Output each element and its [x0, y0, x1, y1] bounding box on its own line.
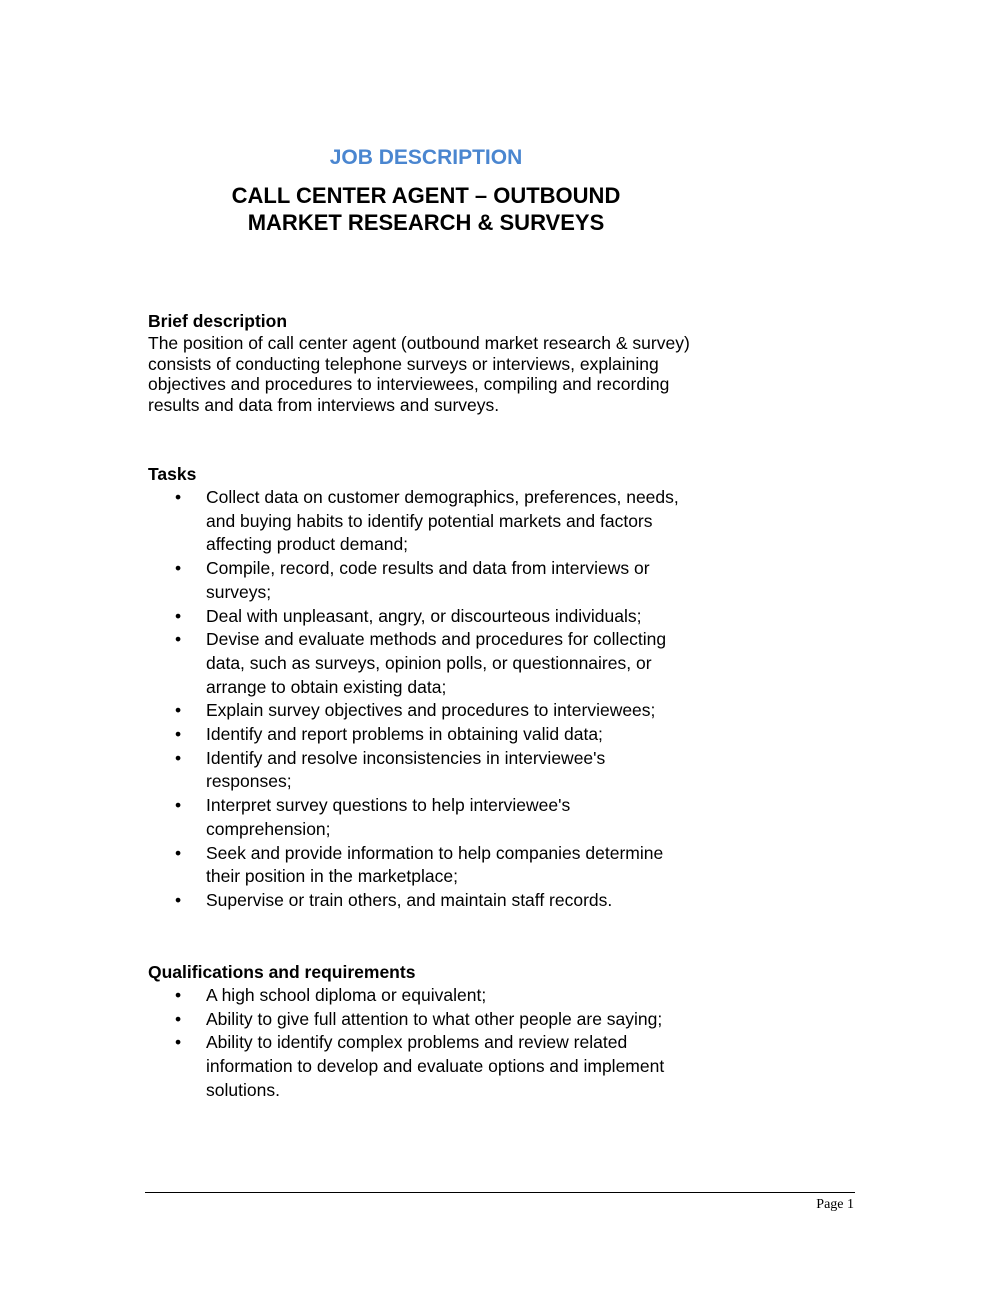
list-item-text: affecting product demand; — [206, 534, 409, 555]
qualification-item — [148, 984, 748, 1008]
brief-description-heading: Brief description — [148, 311, 288, 331]
task-item — [148, 794, 748, 841]
bullet-icon: • — [175, 700, 182, 721]
list-item-text: and buying habits to identify potential markets and factors — [206, 510, 653, 531]
list-item-text: Seek and provide information to help companies determine — [206, 842, 664, 863]
list-item-text: Devise and evaluate methods and procedures for collecting — [206, 629, 667, 650]
bullet-icon: • — [175, 558, 182, 579]
list-item-text: information to develop and evaluate options and implement — [206, 1056, 665, 1077]
list-item-text: Deal with unpleasant, angry, or discourteous individuals; — [206, 605, 642, 626]
list-item-text: Identify and report problems in obtaining valid data; — [206, 724, 603, 745]
bullet-icon: • — [175, 724, 182, 745]
list-item-text: surveys; — [206, 581, 272, 602]
list-item-text: Interpret survey questions to help interviewee's — [206, 795, 571, 816]
bullet-icon: • — [175, 605, 182, 626]
brief-line: results and data from interviews and surveys. — [148, 394, 500, 415]
bullet-icon: • — [175, 795, 182, 816]
title-line-1: CALL CENTER AGENT – OUTBOUND — [231, 183, 621, 208]
task-item — [148, 628, 748, 699]
list-item-text: arrange to obtain existing data; — [206, 676, 447, 697]
list-item-text: comprehension; — [206, 818, 331, 839]
list-item-text: responses; — [206, 771, 292, 792]
page-number: Page 1 — [816, 1197, 854, 1212]
bullet-icon: • — [175, 1032, 182, 1053]
list-item-text: Ability to identify complex problems and review related — [206, 1032, 628, 1053]
brief-description-text — [148, 333, 748, 415]
bullet-icon: • — [175, 747, 182, 768]
task-item — [148, 557, 748, 604]
list-item-text: solutions. — [206, 1079, 280, 1100]
list-item-text: Identify and resolve inconsistencies in interviewee's — [206, 747, 606, 768]
bullet-icon: • — [175, 889, 182, 910]
bullet-icon: • — [175, 842, 182, 863]
task-item — [148, 486, 748, 557]
footer-divider — [145, 1192, 855, 1193]
qualifications-heading: Qualifications and requirements — [148, 962, 416, 982]
bullet-icon: • — [175, 985, 182, 1005]
task-item — [148, 747, 748, 794]
tasks-list — [148, 486, 748, 913]
task-item — [148, 699, 748, 723]
list-item-text: data, such as surveys, opinion polls, or questionnaires, or — [206, 652, 652, 673]
list-item-text: their position in the marketplace; — [206, 866, 458, 887]
document-label: JOB DESCRIPTION — [329, 146, 523, 169]
qualification-item — [148, 1031, 748, 1102]
brief-line: objectives and procedures to interviewees, compiling and recording — [148, 374, 670, 395]
list-item-text: Compile, record, code results and data from interviews or — [206, 558, 650, 579]
tasks-section — [148, 462, 748, 913]
task-item — [148, 889, 748, 913]
bullet-icon: • — [175, 629, 182, 650]
brief-description-section — [148, 309, 748, 415]
brief-line: The position of call center agent (outbound market research & survey) — [148, 333, 690, 353]
title-line-2: MARKET RESEARCH & SURVEYS — [247, 210, 605, 235]
list-item-text: Explain survey objectives and procedures to interviewees; — [206, 700, 656, 721]
qualifications-list — [148, 984, 748, 1103]
list-item-text: Collect data on customer demographics, preferences, needs, — [206, 487, 679, 507]
task-item — [148, 605, 748, 629]
bullet-icon: • — [175, 487, 182, 507]
qualification-item — [148, 1008, 748, 1032]
document-title — [0, 182, 852, 236]
list-item-text: A high school diploma or equivalent; — [206, 985, 487, 1005]
brief-line: consists of conducting telephone surveys or interviews, explaining — [148, 353, 659, 374]
tasks-heading: Tasks — [148, 464, 197, 484]
bullet-icon: • — [175, 1008, 182, 1029]
qualifications-section — [148, 960, 748, 1103]
task-item — [148, 842, 748, 889]
list-item-text: Ability to give full attention to what other people are saying; — [206, 1008, 663, 1029]
task-item — [148, 723, 748, 747]
list-item-text: Supervise or train others, and maintain staff records. — [206, 889, 613, 910]
